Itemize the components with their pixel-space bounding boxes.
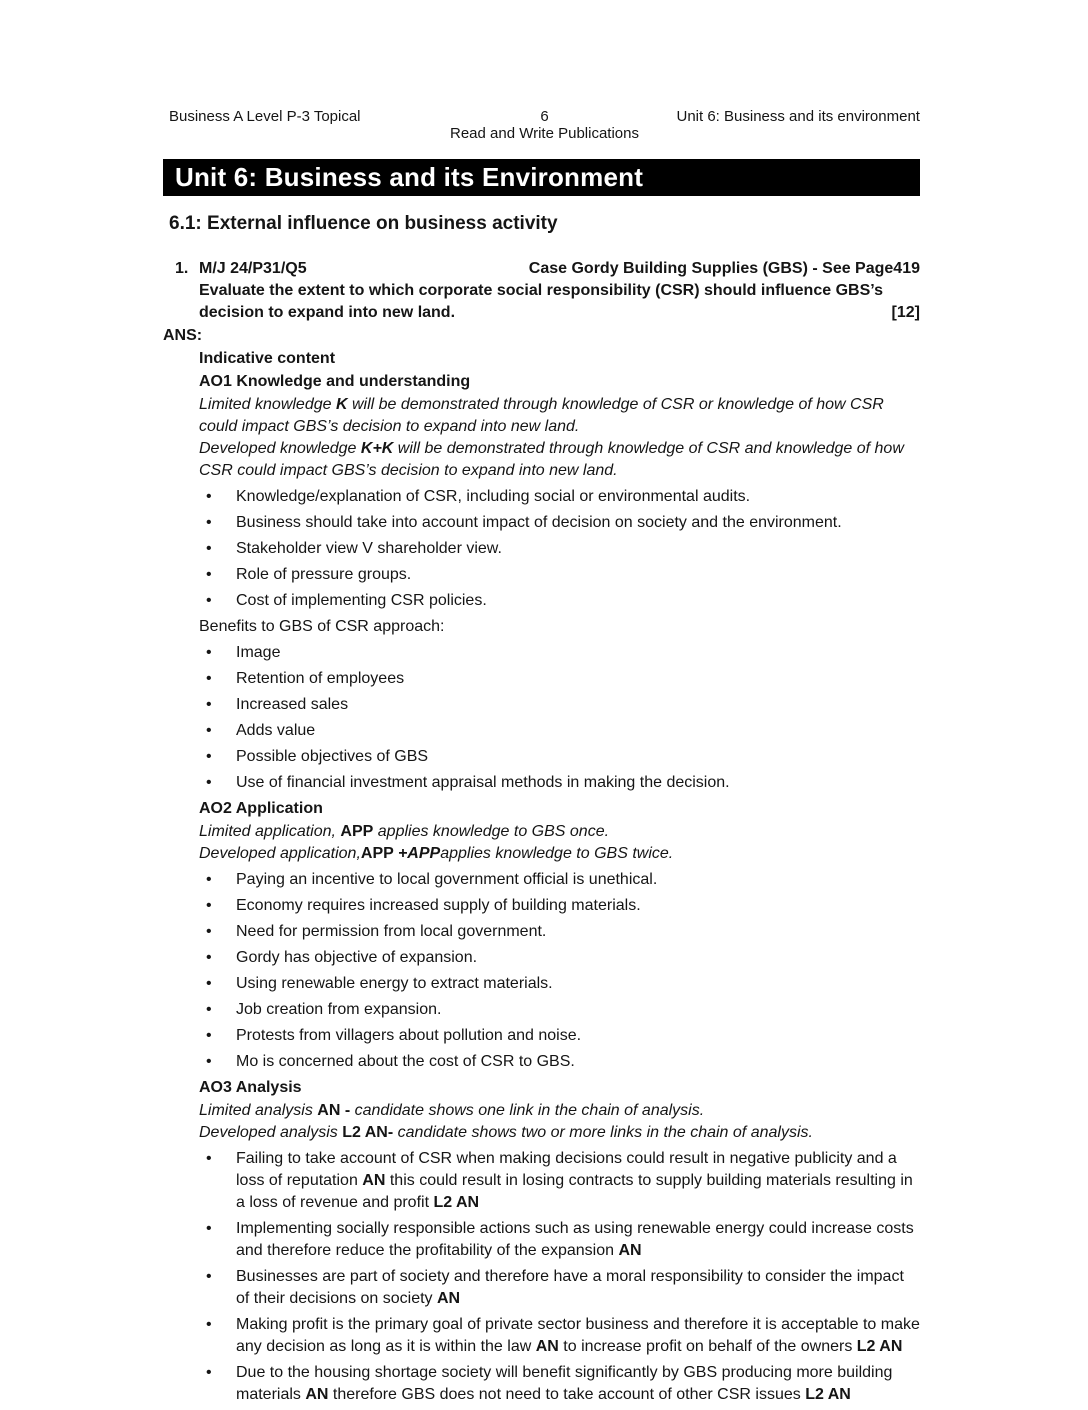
text-run: Paying an incentive to local government official is unethical.	[236, 871, 658, 888]
bullet-text	[236, 720, 920, 742]
bullet-marker: •	[206, 1150, 212, 1167]
bullet-item	[203, 1051, 920, 1073]
document-page	[163, 108, 920, 1410]
bullet-text	[236, 564, 920, 586]
text-run: L2 AN-	[342, 1124, 394, 1141]
text-run: Developed application,	[199, 845, 361, 862]
text-run: L2 AN	[856, 1338, 903, 1355]
text-run: Role of pressure groups.	[236, 566, 412, 583]
section-heading: 6.1: External influence on business activity	[169, 213, 558, 234]
answer-heading	[199, 348, 920, 370]
text-run: Gordy has objective of expansion.	[236, 949, 478, 966]
bullet-item	[203, 973, 920, 995]
text-run: AO1 Knowledge and understanding	[199, 373, 471, 390]
answer-heading	[199, 1077, 920, 1099]
text-run: candidate shows two or more links in the chain of analysis.	[393, 1124, 813, 1141]
bullet-item	[203, 668, 920, 690]
text-run: Businesses are part of society and therefore have a moral responsibility to consider the impact of their decisions on society	[236, 1268, 904, 1307]
bullet-item	[203, 947, 920, 969]
bullet-text	[236, 999, 920, 1021]
text-run: AN	[305, 1386, 329, 1403]
markscheme-descriptor	[199, 1100, 920, 1122]
text-run: applies knowledge to GBS once.	[373, 823, 610, 840]
text-run: +APP	[397, 845, 441, 862]
text-run: AN	[437, 1290, 461, 1307]
text-run: therefore GBS does not need to take account of other CSR issues	[328, 1386, 806, 1403]
question-number: 1.	[175, 260, 189, 277]
bullet-item	[203, 1266, 920, 1310]
text-run: Economy requires increased supply of building materials.	[236, 897, 641, 914]
text-run: APP	[340, 823, 374, 840]
text-run: AO3 Analysis	[199, 1079, 302, 1096]
text-run: L2 AN	[805, 1386, 851, 1403]
bullet-item	[203, 921, 920, 943]
text-run: Limited knowledge	[199, 396, 336, 413]
text-run: Due to the housing shortage society will benefit significantly by GBS producing more building materials	[236, 1364, 893, 1403]
text-run: Mo is concerned about the cost of CSR to GBS.	[236, 1053, 575, 1070]
text-run: Stakeholder view V shareholder view.	[236, 540, 502, 557]
text-run: Developed knowledge	[199, 440, 361, 457]
bullet-text	[236, 746, 920, 768]
bullet-text	[236, 1051, 920, 1073]
text-run: Knowledge/explanation of CSR, including social or environmental audits.	[236, 488, 751, 505]
text-run: Use of financial investment appraisal methods in making the decision.	[236, 774, 730, 791]
text-run: Limited analysis	[199, 1102, 318, 1119]
text-run: AN	[362, 1172, 386, 1189]
bullet-marker: •	[206, 514, 212, 531]
text-run: Limited application,	[199, 823, 341, 840]
text-run: Benefits to GBS of CSR approach:	[199, 618, 445, 635]
bullet-item	[203, 772, 920, 794]
bullet-item	[203, 642, 920, 664]
bullet-item	[203, 720, 920, 742]
page-number: 6	[540, 108, 549, 125]
text-run: AN	[618, 1242, 642, 1259]
question-reference: M/J 24/P31/Q5	[199, 260, 307, 277]
bullet-text	[236, 1266, 920, 1310]
bullet-text	[236, 512, 920, 534]
bullet-text	[236, 1148, 920, 1214]
text-run: Job creation from expansion.	[236, 1001, 442, 1018]
bullet-text	[236, 973, 920, 995]
question-prompt-wrap	[199, 280, 920, 324]
bullet-item	[203, 999, 920, 1021]
bullet-marker: •	[206, 774, 212, 791]
answer-heading	[199, 798, 920, 820]
bullet-item	[203, 1218, 920, 1262]
bullet-item	[203, 538, 920, 560]
text-run: APP	[360, 845, 398, 862]
markscheme-descriptor	[199, 394, 920, 438]
bullet-marker: •	[206, 540, 212, 557]
bullet-text	[236, 895, 920, 917]
header-center	[424, 108, 664, 142]
running-header	[169, 108, 920, 142]
bullet-text	[236, 668, 920, 690]
bullet-text	[236, 1362, 920, 1406]
markscheme-descriptor	[199, 438, 920, 482]
text-run: Business should take into account impact of decision on society and the environment.	[236, 514, 842, 531]
markscheme-descriptor	[199, 1122, 920, 1144]
text-run: Protests from villagers about pollution and noise.	[236, 1027, 582, 1044]
bullet-marker: •	[206, 722, 212, 739]
bullet-item	[203, 1148, 920, 1214]
bullet-marker: •	[206, 1001, 212, 1018]
question-header-line	[163, 258, 920, 280]
answer-content	[199, 348, 920, 1406]
text-run: AN	[535, 1338, 559, 1355]
bullet-marker: •	[206, 1027, 212, 1044]
text-run: Cost of implementing CSR policies.	[236, 592, 487, 609]
text-run: AO2 Application	[199, 800, 323, 817]
text-run: AN -	[317, 1102, 351, 1119]
bullet-marker: •	[206, 1364, 212, 1381]
text-run: Developed analysis	[199, 1124, 343, 1141]
bullet-text	[236, 486, 920, 508]
text-run: Failing to take account of CSR when making decisions could result in negative publicity and a loss of reputation	[236, 1150, 897, 1189]
bullet-marker: •	[206, 923, 212, 940]
bullet-item	[203, 895, 920, 917]
text-run: Adds value	[236, 722, 316, 739]
bullet-text	[236, 1314, 920, 1358]
bullet-marker: •	[206, 670, 212, 687]
text-run: K	[335, 396, 348, 413]
bullet-marker: •	[206, 1268, 212, 1285]
bullet-text	[236, 538, 920, 560]
bullet-marker: •	[206, 566, 212, 583]
text-run: Making profit is the primary goal of private sector business and therefore it is acceptable to make any decision as long as it is within the law	[236, 1316, 920, 1355]
text-run: K+K	[360, 440, 394, 457]
text-run: Using renewable energy to extract materials.	[236, 975, 553, 992]
bullet-text	[236, 590, 920, 612]
bullet-marker: •	[206, 592, 212, 609]
text-run: L2 AN	[433, 1194, 480, 1211]
bullet-marker: •	[206, 975, 212, 992]
bullet-item	[203, 1314, 920, 1358]
header-left: Business A Level P-3 Topical	[169, 108, 361, 125]
bullet-item	[203, 746, 920, 768]
header-right: Unit 6: Business and its environment	[676, 108, 920, 125]
question-case-reference: Case Gordy Building Supplies (GBS) - See Page419	[528, 260, 920, 277]
bullet-text	[236, 772, 920, 794]
bullet-item	[203, 694, 920, 716]
text-run: to increase profit on behalf of the owners	[558, 1338, 857, 1355]
markscheme-descriptor	[199, 821, 920, 843]
bullet-marker: •	[206, 1053, 212, 1070]
text-run: applies knowledge to GBS twice.	[440, 845, 674, 862]
answer-heading	[199, 371, 920, 393]
bullet-text	[236, 947, 920, 969]
bullet-text	[236, 1218, 920, 1262]
bullet-item	[203, 1025, 920, 1047]
text-run: candidate shows one link in the chain of analysis.	[350, 1102, 705, 1119]
bullet-item	[203, 564, 920, 586]
bullet-marker: •	[206, 949, 212, 966]
text-run: Indicative content	[199, 350, 336, 367]
bullet-marker: •	[206, 488, 212, 505]
bullet-text	[236, 1025, 920, 1047]
bullet-marker: •	[206, 644, 212, 661]
bullet-marker: •	[206, 748, 212, 765]
bullet-text	[236, 869, 920, 891]
text-run: will be demonstrated through knowledge of CSR and knowledge of how CSR could impact GBS’s decision to expand into new land.	[199, 440, 904, 479]
bullet-marker: •	[206, 696, 212, 713]
bullet-marker: •	[206, 1316, 212, 1333]
bullet-text	[236, 921, 920, 943]
text-run: Increased sales	[236, 696, 349, 713]
text-run: Implementing socially responsible actions such as using renewable energy could increase costs and therefore reduce the profitability of the expansion	[236, 1220, 914, 1259]
text-run: Possible objectives of GBS	[236, 748, 429, 765]
bullet-item	[203, 1362, 920, 1406]
unit-banner: Unit 6: Business and its Environment	[163, 159, 920, 196]
answer-label: ANS:	[163, 327, 203, 344]
bullet-marker: •	[206, 1220, 212, 1237]
text-run: Image	[236, 644, 281, 661]
answer-text	[199, 616, 920, 638]
text-run: this could result in losing contracts to supply building materials resulting in a loss of revenue and profit	[236, 1172, 913, 1211]
bullet-item	[203, 512, 920, 534]
bullet-marker: •	[206, 871, 212, 888]
question-marks: [12]	[891, 304, 920, 321]
bullet-item	[203, 869, 920, 891]
question-prompt: Evaluate the extent to which corporate social responsibility (CSR) should influence GBS’s decision to expand into new land.	[199, 282, 883, 321]
text-run: Need for permission from local government.	[236, 923, 547, 940]
markscheme-descriptor	[199, 843, 920, 865]
publisher: Read and Write Publications	[449, 125, 639, 142]
bullet-text	[236, 694, 920, 716]
text-run: will be demonstrated through knowledge of CSR or knowledge of how CSR could impact GBS’s decision to expand into new land.	[199, 396, 884, 435]
bullet-text	[236, 642, 920, 664]
bullet-item	[203, 590, 920, 612]
bullet-marker: •	[206, 897, 212, 914]
bullet-item	[203, 486, 920, 508]
question-block	[163, 258, 920, 347]
text-run: Retention of employees	[236, 670, 405, 687]
